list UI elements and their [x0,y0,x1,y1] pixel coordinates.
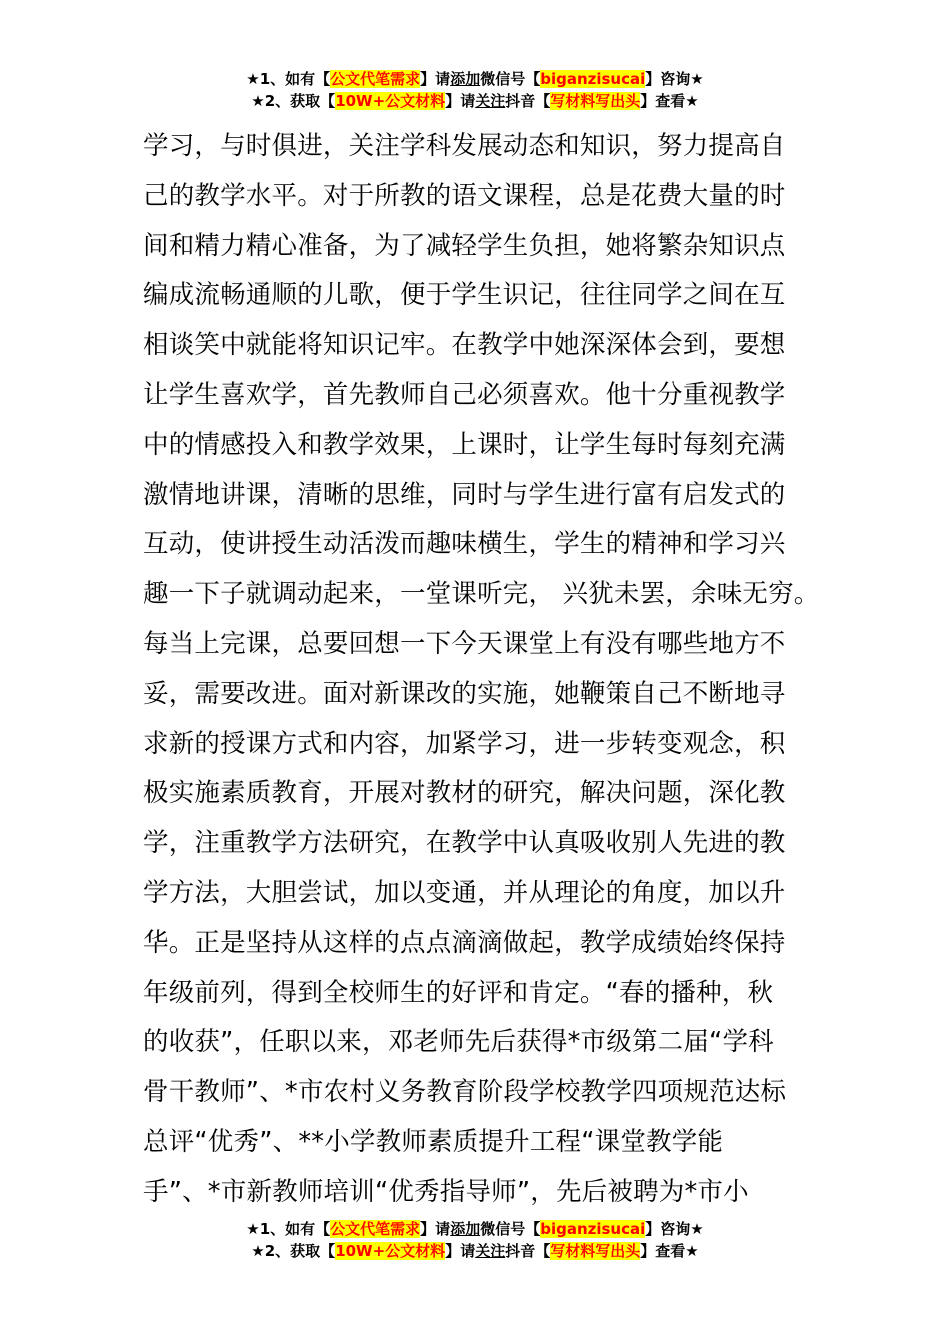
promo-highlight: 公文代笔需求 [330,70,421,88]
footer-promo-banner [0,1218,950,1262]
promo-underlined-text: 添加 [450,1220,481,1238]
promo-text: 】咨询★ [645,1220,704,1238]
body-line: 互动，使讲授生动活泼而趣味横生，学生的精神和学习兴 [143,529,786,560]
promo-line-1 [0,68,950,90]
promo-text: ★2、获取【 [251,92,336,110]
promo-text: 】请 [420,70,451,88]
body-line: 骨干教师”、*市农村义务教育阶段学校教学四项规范达标 [143,1077,787,1108]
body-line: 学习，与时俱进，关注学科发展动态和知识，努力提高自 [143,131,786,161]
promo-text: 微信号【 [480,1220,541,1238]
body-line: 间和精力精心准备，为了减轻学生负担，她将繁杂知识点 [143,230,786,261]
body-line: 己的教学水平。对于所教的语文课程，总是花费大量的时 [143,180,786,211]
promo-underlined-text: 添加 [450,70,481,88]
promo-highlight: 公文代笔需求 [330,1220,421,1238]
promo-line-2 [0,90,950,112]
promo-text: 】查看★ [640,1242,699,1260]
document-body [143,122,823,1218]
header-promo-banner [0,68,950,112]
promo-text: 微信号【 [480,70,541,88]
body-line: 求新的授课方式和内容，加紧学习，进一步转变观念，积 [143,728,786,759]
promo-text: 抖音【 [505,1242,551,1260]
promo-text: ★1、如有【 [246,1220,331,1238]
promo-underlined-text: 关注 [475,1242,506,1260]
body-line: 华。正是坚持从这样的点点滴滴做起，教学成绩始终保持 [143,927,786,958]
body-line: 中的情感投入和教学效果，上课时，让学生每时每刻充满 [143,429,786,460]
body-line: 让学生喜欢学，首先教师自己必须喜欢。他十分重视教学 [143,379,786,410]
promo-highlight-douyin: 写材料写出头 [550,92,641,110]
body-line: 相谈笑中就能将知识记牢。在教学中她深深体会到，要想 [143,330,786,361]
promo-highlight-douyin: 写材料写出头 [550,1242,641,1260]
promo-text: 】咨询★ [645,70,704,88]
promo-highlight: 10W+公文材料 [335,92,446,110]
body-line: 的收获”，任职以来，邓老师先后获得*市级第二届“学科 [143,1027,774,1058]
body-line: 学，注重教学方法研究，在教学中认真吸收别人先进的教 [143,828,786,859]
body-line: 激情地讲课，清晰的思维，同时与学生进行富有启发式的 [143,479,786,510]
body-line: 极实施素质教育，开展对教材的研究，解决问题，深化教 [143,778,786,809]
promo-text: 】查看★ [640,92,699,110]
body-line: 趣一下子就调动起来，一堂课听完， 兴犹未罢，余味无穷。 [143,579,820,610]
promo-highlight-wechat-id: biganzisucai [540,1220,646,1238]
body-line: 每当上完课，总要回想一下今天课堂上有没有哪些地方不 [143,628,786,659]
body-line: 妥，需要改进。面对新课改的实施，她鞭策自己不断地寻 [143,678,786,709]
body-line: 总评“优秀”、**小学教师素质提升工程“课堂教学能 [143,1126,724,1157]
promo-highlight-wechat-id: biganzisucai [540,70,646,88]
promo-text: 抖音【 [505,92,551,110]
promo-highlight: 10W+公文材料 [335,1242,446,1260]
promo-underlined-text: 关注 [475,92,506,110]
promo-line-2 [0,1240,950,1262]
promo-text: 】请 [445,1242,476,1260]
promo-text: ★2、获取【 [251,1242,336,1260]
body-line: 手”、*市新教师培训“优秀指导师”，先后被聘为*市小 [143,1176,749,1207]
body-line: 学方法，大胆尝试，加以变通，并从理论的角度，加以升 [143,877,786,908]
promo-text: 】请 [445,92,476,110]
promo-text: 】请 [420,1220,451,1238]
body-line: 编成流畅通顺的儿歌，便于学生识记，往往同学之间在互 [143,280,786,311]
promo-text: ★1、如有【 [246,70,331,88]
body-line: 年级前列，得到全校师生的好评和肯定。“春的播种，秋 [143,977,774,1008]
promo-line-1 [0,1218,950,1240]
